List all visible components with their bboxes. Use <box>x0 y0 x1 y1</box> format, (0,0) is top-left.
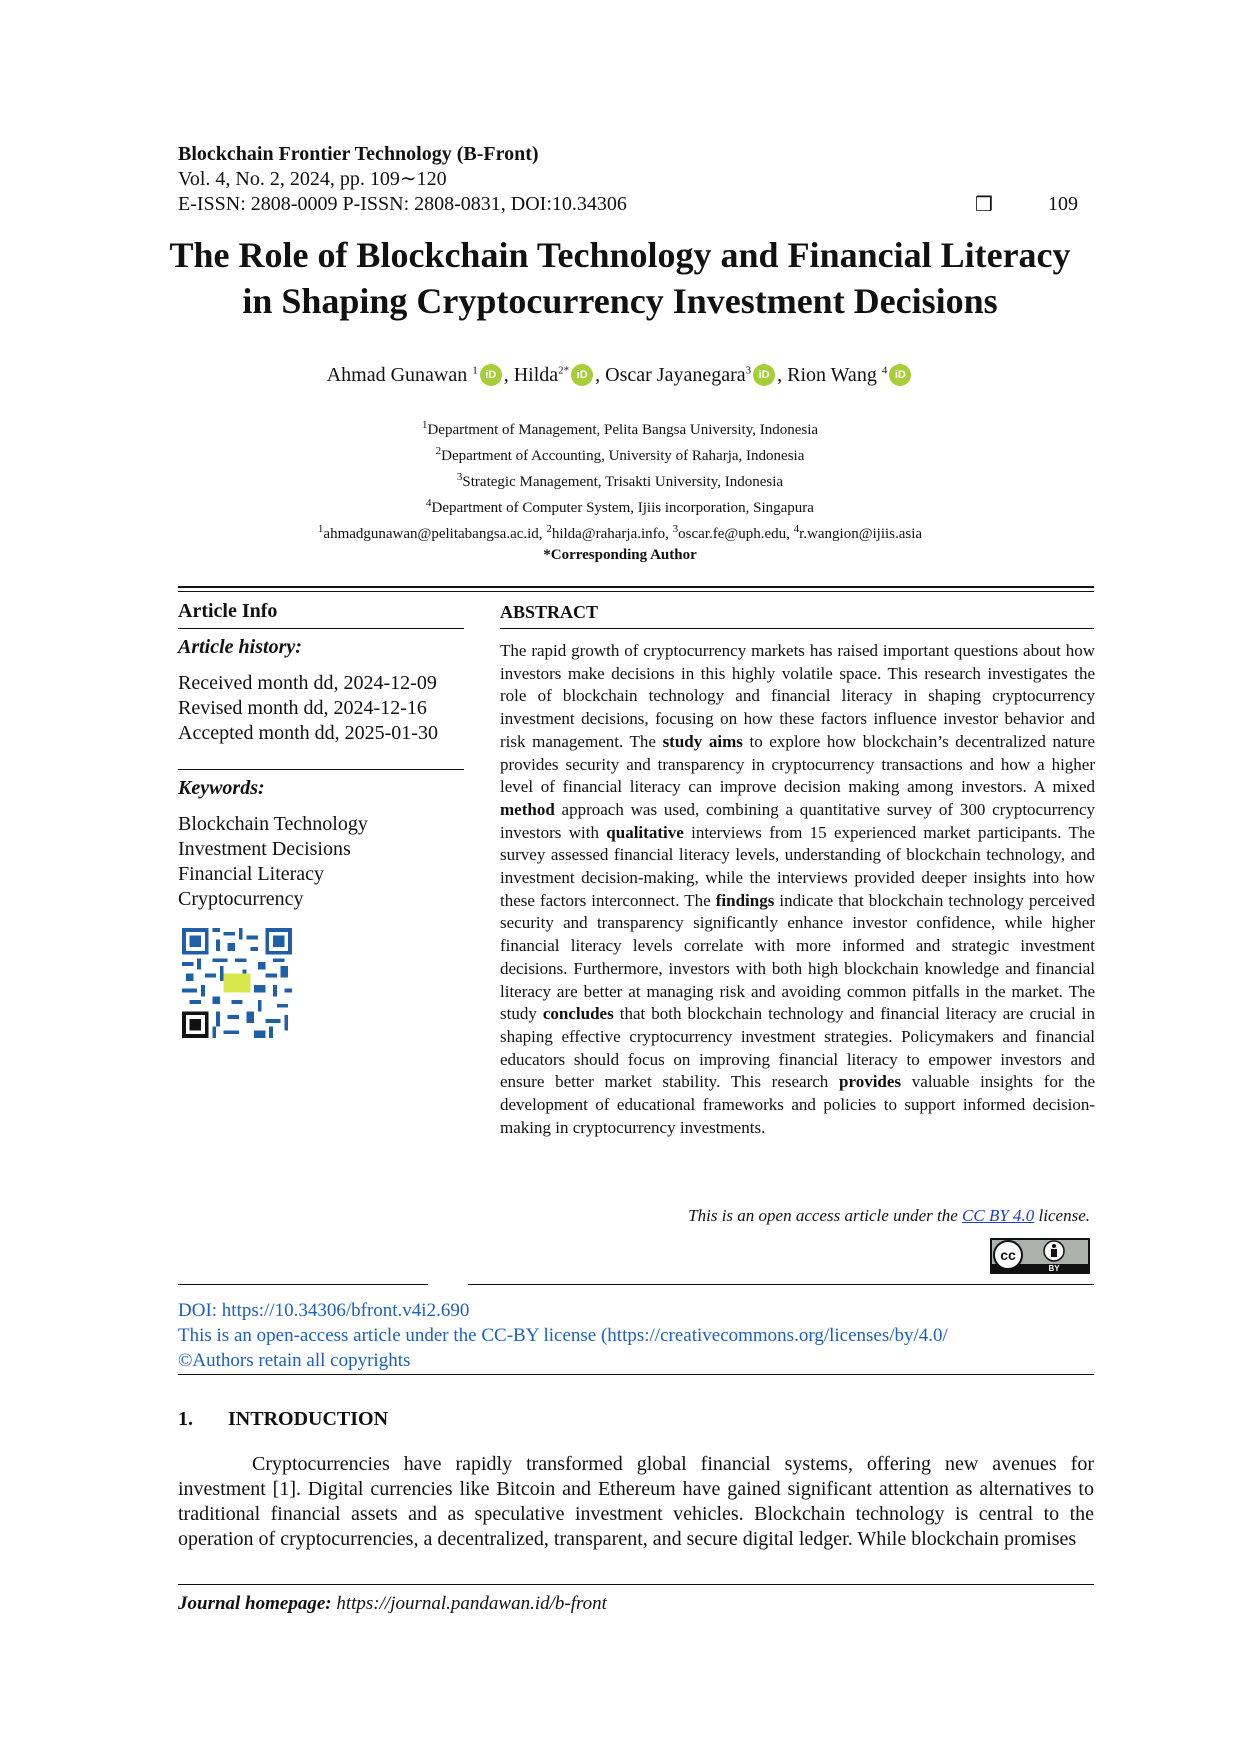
journal-name: Blockchain Frontier Technology (B-Front) <box>178 143 539 165</box>
license-link[interactable]: This is an open-access article under the CC-BY license (https://creativecommons.org/licenses/by/4.0/ <box>178 1325 948 1346</box>
abstract-text <box>500 640 1095 1139</box>
revised-date: Revised month dd, 2024-12-16 <box>178 697 427 719</box>
abstract-part: approach was used, combining a quantitative survey of 300 cryptocurrency investors with <box>500 799 1095 842</box>
orcid-icon[interactable]: iD <box>889 364 911 386</box>
paper-title <box>150 232 1090 324</box>
email[interactable]: hilda@raharja.info, <box>551 526 673 542</box>
footer-rule <box>178 1584 1094 1585</box>
email-sup: 1 <box>317 523 324 535</box>
keyword: Blockchain Technology <box>178 813 368 835</box>
abstract-bold: study aims <box>662 731 743 751</box>
author-name: , Oscar Jayanegara <box>595 364 746 386</box>
abstract-rule <box>500 628 1094 629</box>
abstract-bold: concludes <box>542 1004 614 1024</box>
footer-label: Journal homepage: <box>178 1593 332 1614</box>
square-icon: ❒ <box>975 194 993 216</box>
doi-link[interactable]: DOI: https://10.34306/bfront.v4i2.690 <box>178 1300 470 1321</box>
email-list <box>160 519 1080 545</box>
section-title: INTRODUCTION <box>228 1408 389 1430</box>
abstract-part: The rapid growth of cryptocurrency markets has raised important questions about how investors make decisions in this highly volatile space. This research investigates the role of blockchain technology and financial literacy in shaping cryptocurrency investment decisions, focusing on how these factors influence investor behavior and risk management. The <box>500 641 1095 751</box>
top-rule-thin <box>178 591 1094 592</box>
email[interactable]: r.wangion@ijiis.asia <box>799 526 923 542</box>
affiliation-sup: 2 <box>435 445 442 457</box>
author-sup: 1 <box>472 364 478 377</box>
abstract-part: interviews from 15 experienced market participants. The survey assessed financial literacy levels, understanding of blockchain technology, and investment decision-making, while the interviews provided deeper insights into how these factors interconnect. The <box>500 822 1095 910</box>
affiliation-text: Department of Management, Pelita Bangsa University, Indonesia <box>427 422 819 438</box>
homepage-url[interactable]: https://journal.pandawan.id/b-front <box>331 1593 607 1614</box>
abstract-part: indicate that blockchain technology perceived security and transparency significantly enhance investor confidence, while higher financial literacy levels correlate with more informed and strategic investment decisions. Furthermore, investors with both high blockchain knowledge and financial literacy are better at managing risk and avoiding common pitfalls in the market. The study <box>500 890 1096 1024</box>
author-name: , Hilda <box>503 364 559 386</box>
author-name: Ahmad Gunawan <box>326 364 473 386</box>
title-line-2: in Shaping Cryptocurrency Investment Decisions <box>242 281 998 321</box>
doi-rule-right <box>468 1284 1094 1285</box>
article-dates <box>178 671 438 746</box>
abstract-bold: provides <box>839 1072 902 1092</box>
affiliation <box>160 467 1080 493</box>
affiliation-sup: 3 <box>456 471 463 483</box>
abstract-part: to explore how blockchain’s decentralized nature provides security and transparency in cryptocurrency transactions and how a higher level of financial literacy can improve decision making among investors. A mixed <box>500 731 1095 797</box>
affiliation <box>160 415 1080 441</box>
orcid-icon[interactable]: iD <box>480 364 502 386</box>
affiliation-text: Strategic Management, Trisakti University, Indonesia <box>462 474 784 490</box>
orcid-icon[interactable]: iD <box>753 364 775 386</box>
open-access-note <box>500 1206 1090 1226</box>
journal-issn: E-ISSN: 2808-0009 P-ISSN: 2808-0831, DOI:10.34306 <box>178 193 627 215</box>
by-text: BY <box>1048 1264 1060 1273</box>
abstract-part: valuable insights for the development of educational frameworks and policies to support informed decision-making in cryptocurrency investments. <box>500 1072 1095 1137</box>
author-name: , Rion Wang <box>777 364 882 386</box>
abstract-bold: findings <box>715 890 775 910</box>
affiliation-text: Department of Accounting, University of Raharja, Indonesia <box>441 448 805 464</box>
introduction-heading <box>178 1408 388 1431</box>
abstract-bold: qualitative <box>606 822 684 842</box>
author-sup: 4 <box>881 364 888 377</box>
email[interactable]: oscar.fe@uph.edu, <box>678 526 794 542</box>
keyword: Cryptocurrency <box>178 888 304 910</box>
title-line-1: The Role of Blockchain Technology and Financial Literacy <box>169 235 1071 275</box>
cc-by-link[interactable]: CC BY 4.0 <box>962 1206 1035 1225</box>
abstract-part: that both blockchain technology and financial literacy are crucial in shaping effective cryptocurrency investment strategies. Policymakers and financial educators should focus on improving financial literacy to empower investors and ensure better market stability. This research <box>500 1004 1095 1092</box>
copyright-note: ©Authors retain all copyrights <box>178 1350 411 1371</box>
affiliation <box>160 441 1080 467</box>
introduction-text: Cryptocurrencies have rapidly transformed global financial systems, offering new avenues for investment [1]. Digital currencies like Bitcoin and Ethereum have gained significant attention as alternatives to traditional financial assets and as speculative investment vehicles. Blockchain technology is central to the operation of cryptocurrencies, a decentralized, transparent, and secure digital ledger. While blockchain promises <box>178 1453 1094 1550</box>
corresponding-author: *Corresponding Author <box>543 547 697 563</box>
keyword: Financial Literacy <box>178 863 325 885</box>
author-list <box>160 364 1080 387</box>
article-info-rule <box>178 628 464 629</box>
doi-block <box>178 1298 948 1373</box>
affiliation-text: Department of Computer System, Ijiis incorporation, Singapura <box>431 500 814 516</box>
cc-text: cc <box>1000 1247 1016 1263</box>
page-number: 109 <box>1048 193 1078 215</box>
keyword: Investment Decisions <box>178 838 351 860</box>
email[interactable]: ahmadgunawan@pelitabangsa.ac.id, <box>323 526 547 542</box>
article-info-heading: Article Info <box>178 600 278 622</box>
cc-by-icon[interactable] <box>990 1238 1090 1274</box>
article-history-label: Article history: <box>178 636 302 658</box>
doi-bottom-rule <box>178 1374 1094 1375</box>
affiliation <box>160 493 1080 519</box>
abstract-heading: ABSTRACT <box>500 602 599 622</box>
affiliation-sup: 1 <box>421 419 428 431</box>
keywords-label: Keywords: <box>178 777 265 799</box>
oa-text: This is an open access article under the <box>688 1206 963 1225</box>
affiliations <box>160 415 1080 566</box>
section-number: 1. <box>178 1408 193 1430</box>
orcid-icon[interactable]: iD <box>571 364 593 386</box>
keyword-list <box>178 812 368 912</box>
accepted-date: Accepted month dd, 2025-01-30 <box>178 722 438 744</box>
email-sup: 4 <box>793 523 800 535</box>
abstract-bold: method <box>500 799 555 819</box>
received-date: Received month dd, 2024-12-09 <box>178 672 437 694</box>
journal-homepage <box>178 1593 607 1615</box>
author-sup: 3 <box>745 364 752 377</box>
qr-code[interactable] <box>182 928 292 1038</box>
keywords-rule <box>178 769 464 770</box>
journal-volume: Vol. 4, No. 2, 2024, pp. 109∼120 <box>178 168 447 190</box>
author-sup: 2* <box>558 364 570 377</box>
email-sup: 2 <box>546 523 552 535</box>
affiliation-sup: 4 <box>426 497 432 509</box>
doi-rule-left <box>178 1284 428 1285</box>
email-sup: 3 <box>672 523 679 535</box>
oa-text: license. <box>1034 1206 1090 1225</box>
top-rule <box>178 586 1094 588</box>
